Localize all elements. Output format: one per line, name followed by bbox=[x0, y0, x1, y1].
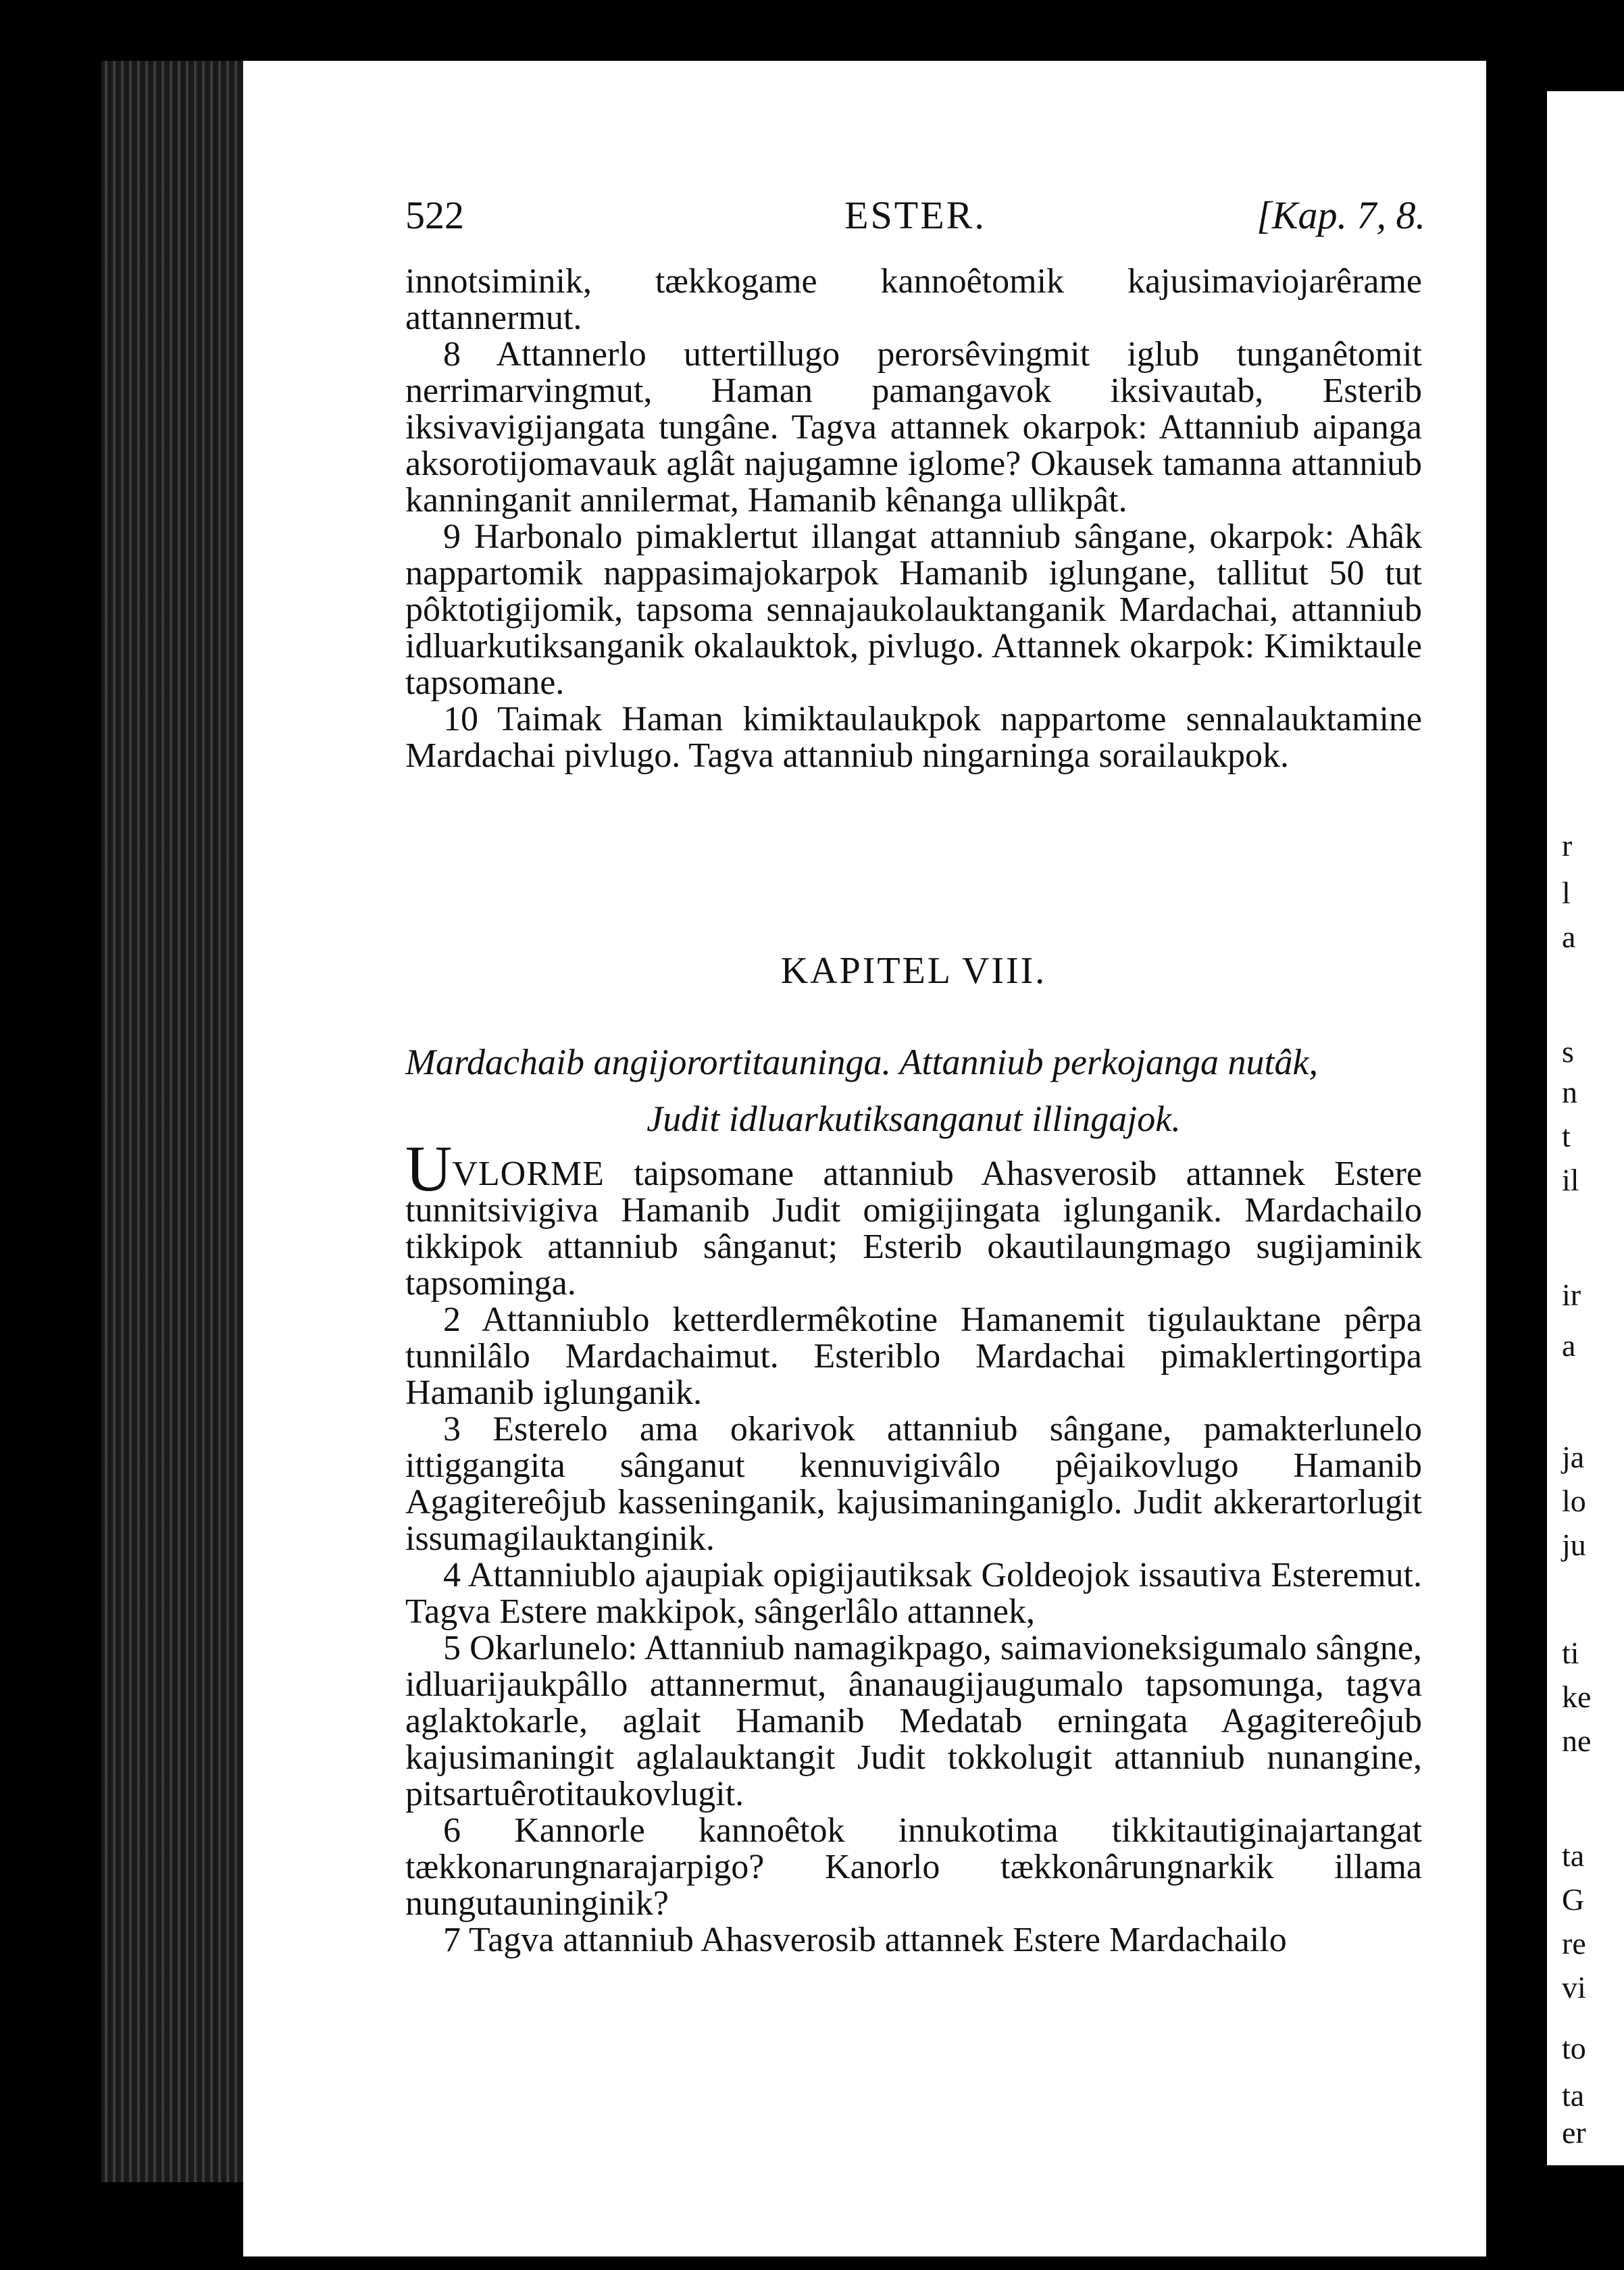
verse-8-5: 5 Okarlunelo: Attanniub namagikpago, saimavioneksigumalo sângne, idluarijaukpâllo attannermut, ânanaugijaugumalo tapsomunga, tagva aglaktokarle, aglait Hamanib Medatab erningata Agagitereôjub kajusimaningit aglalauktangit Judit tokkolugit attanniub nunangine, pitsartuêrotitaukovlugit. bbox=[405, 1629, 1422, 1813]
facing-fragment: ta bbox=[1562, 1838, 1585, 1873]
verse-8-1 bbox=[405, 1132, 1422, 1303]
facing-fragment: n bbox=[1562, 1075, 1577, 1109]
chapter-7-text bbox=[405, 263, 1422, 774]
verse-8-2: 2 Attanniublo ketterdlermêkotine Hamanemit tigulauktane pêrpa tunnilâlo Mardachaimut. Esteriblo Mardachai pimaklertingortipa Hamanib iglunganik. bbox=[405, 1301, 1422, 1412]
verse-8-1-text: taipsomane attanniub Ahasverosib attannek Estere tunnitsivigiva Hamanib Judit omigijingata iglunganik. Mardachailo tikkipok attanniub sânganut; Esterib okautilaungmago sugijaminik tapsominga. bbox=[405, 1155, 1422, 1303]
facing-fragment: ti bbox=[1562, 1636, 1579, 1670]
facing-fragment: re bbox=[1562, 1926, 1586, 1961]
facing-fragment: ja bbox=[1562, 1440, 1585, 1474]
running-head bbox=[405, 193, 1425, 247]
chapter-summary bbox=[405, 1034, 1422, 1147]
book-page bbox=[243, 61, 1486, 2256]
facing-fragment: to bbox=[1562, 2031, 1586, 2065]
book-title: ESTER. bbox=[844, 193, 986, 237]
facing-page-bottom bbox=[1547, 2030, 1624, 2165]
opening-word: VLORME bbox=[452, 1155, 605, 1193]
drop-cap: U bbox=[405, 1132, 453, 1205]
facing-fragment: r bbox=[1562, 828, 1573, 863]
summary-line-2: Judit idluarkutiksanganut illingajok. bbox=[646, 1099, 1181, 1139]
verse-8-7: 7 Tagva attanniub Ahasverosib attannek Estere Mardachailo bbox=[443, 1921, 1287, 1959]
verse-8-6: 6 Kannorle kannoêtok innukotima tikkitautiginajartangat tækkonarungnarajarpigo? Kanorlo tækkonârungnarkik illama nungutauninginik? bbox=[405, 1811, 1422, 1923]
facing-fragment: ta bbox=[1562, 2078, 1585, 2113]
facing-page-edge bbox=[1547, 91, 1624, 2030]
chapter-reference: [Kap. 7, 8. bbox=[1257, 193, 1425, 237]
facing-fragment: a bbox=[1562, 919, 1576, 954]
verse-8-3: 3 Esterelo ama okarivok attanniub sângane, pamakterlunelo ittiggangita sânganut kennuvigivâlo pêjaikovlugo Hamanib Agagitereôjub kasseninganik, kajusimaninganiglo. Judit akkerartorlugit issumagilauktanginik. bbox=[405, 1410, 1422, 1558]
verse-7-9: 9 Harbonalo pimaklertut illangat attanniub sângane, okarpok: Ahâk nappartomik nappasimajokarpok Hamanib iglungane, tallitut 50 tut pôktotigijomik, tapsoma sennajaukolauktanganik Mardachai, attanniub idluarkutiksanganik okalauktok, pivlugo. Attannek okarpok: Kimiktaule tapsomane. bbox=[405, 518, 1422, 702]
facing-fragment: l bbox=[1562, 876, 1571, 910]
chapter-heading: KAPITEL VIII. bbox=[780, 950, 1047, 992]
facing-fragment: G bbox=[1562, 1882, 1585, 1917]
facing-fragment: a bbox=[1562, 1328, 1576, 1363]
page-number: 522 bbox=[405, 193, 464, 237]
chapter-8-text bbox=[405, 1132, 1422, 1959]
facing-fragment: ju bbox=[1562, 1528, 1586, 1562]
facing-fragment: ne bbox=[1562, 1723, 1592, 1758]
verse-7-8: 8 Attannerlo uttertillugo perorsêvingmit iglub tunganêtomit nerrimarvingmut, Haman pamangavok iksivautab, Esterib iksivavigijangata tungâne. Tagva attannek okarpok: Attanniub aipanga aksorotijomavauk aglât najugamne iglome? Okausek tamanna attanniub kanninganit annilermat, Hamanib kênanga ullikpât. bbox=[405, 335, 1422, 520]
facing-fragment: il bbox=[1562, 1163, 1579, 1197]
facing-fragment: vi bbox=[1562, 1970, 1586, 2004]
continuation-paragraph: innotsiminik, tækkogame kannoêtomik kajusimaviojarêrame attannermut. bbox=[405, 262, 1422, 337]
facing-fragment: lo bbox=[1562, 1484, 1586, 1518]
facing-fragment: s bbox=[1562, 1034, 1574, 1069]
verse-8-4: 4 Attanniublo ajaupiak opigijautiksak Goldeojok issautiva Esteremut. Tagva Estere makkipok, sângerlâlo attannek, bbox=[405, 1556, 1422, 1631]
facing-fragment: t bbox=[1562, 1119, 1571, 1153]
book-edge bbox=[101, 61, 243, 2182]
verse-7-10: 10 Taimak Haman kimiktaulaukpok nappartome sennalauktamine Mardachai pivlugo. Tagva attanniub ningarninga sorailaukpok. bbox=[405, 700, 1422, 775]
facing-fragment: ke bbox=[1562, 1680, 1592, 1714]
facing-fragment: ir bbox=[1562, 1278, 1581, 1312]
facing-fragment: er bbox=[1562, 2115, 1586, 2150]
summary-line-1: Mardachaib angijorortitauninga. Attanniub perkojanga nutâk, bbox=[405, 1042, 1318, 1082]
